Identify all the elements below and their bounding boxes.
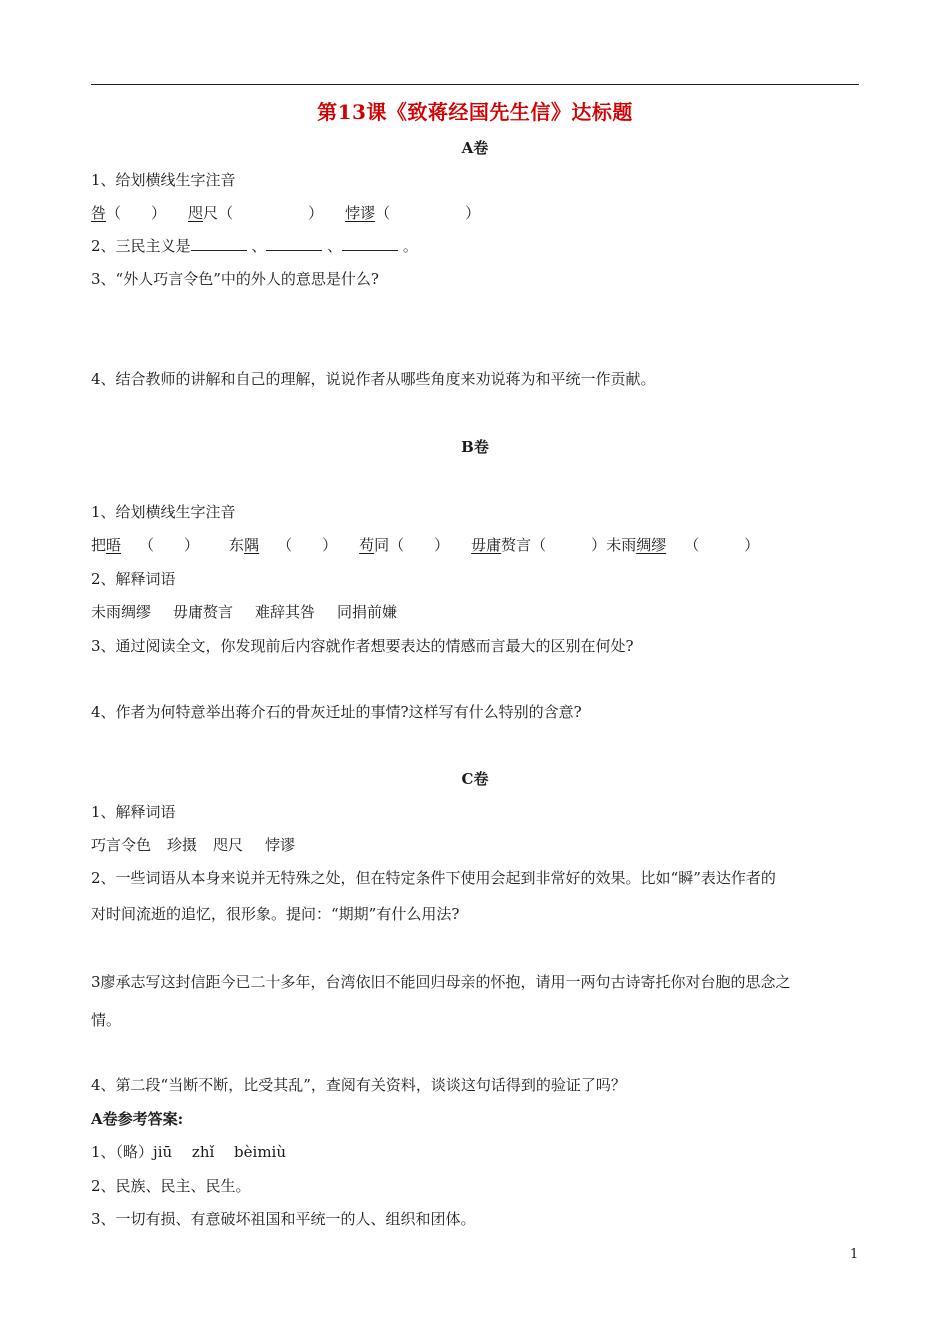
vocab-word: 悖谬 bbox=[265, 836, 296, 854]
vocab-word: 难辞其咎 bbox=[255, 603, 316, 621]
answer-blank[interactable] bbox=[191, 236, 247, 251]
word: 咫 bbox=[188, 204, 204, 222]
word: 同 bbox=[374, 536, 390, 554]
c-question-2-line-2: 对时间流逝的追忆，很形象。提问：“期期”有什么用法? bbox=[91, 905, 460, 923]
b-question-3: 3、通过阅读全文，你发现前后内容就作者想要表达的情感而言最大的区别在何处? bbox=[91, 637, 634, 655]
word: 尺 bbox=[203, 204, 219, 222]
b-question-4: 4、作者为何特意举出蒋介石的骨灰迁址的事情?这样写有什么特别的含意? bbox=[91, 703, 582, 721]
answer-2: 2、民族、民主、民生。 bbox=[91, 1177, 251, 1195]
header-rule bbox=[91, 84, 859, 85]
section-a-heading: A卷 bbox=[461, 139, 489, 157]
word: 毋庸 bbox=[471, 536, 502, 554]
c-question-1-words bbox=[91, 835, 295, 855]
pinyin-blank: （ ） bbox=[277, 536, 338, 554]
word: 把 bbox=[91, 536, 107, 554]
word: 悖谬 bbox=[345, 204, 376, 222]
a-question-4: 4、结合教师的讲解和自己的理解，说说作者从哪些角度来劝说蒋为和平统一作贡献。 bbox=[91, 370, 656, 388]
word: 绸缪 bbox=[636, 536, 667, 554]
pinyin-blank: （ ） bbox=[139, 536, 200, 554]
answer-3: 3、一切有损、有意破坏祖国和平统一的人、组织和团体。 bbox=[91, 1210, 476, 1228]
word: 晤 bbox=[106, 536, 122, 554]
vocab-word: 巧言令色 bbox=[91, 836, 152, 854]
word: 赘言 bbox=[501, 536, 532, 554]
pinyin-blank: （ ） bbox=[106, 204, 167, 222]
word: 隅 bbox=[244, 536, 260, 554]
vocab-word: 未雨绸缪 bbox=[91, 603, 152, 621]
pinyin-blank: （ ） bbox=[684, 536, 760, 554]
period: 。 bbox=[402, 237, 418, 255]
separator: 、 bbox=[327, 237, 343, 255]
section-b-heading: B卷 bbox=[461, 438, 489, 456]
b-question-1-items bbox=[91, 535, 759, 555]
a-question-1-items bbox=[91, 203, 480, 223]
section-c-heading: C卷 bbox=[461, 770, 489, 788]
c-question-2-line-1: 2、一些词语从本身来说并无特殊之处，但在特定条件下使用会起到非常好的效果。比如“瞬”表达作者的 bbox=[91, 869, 776, 887]
vocab-word: 珍摄 bbox=[167, 836, 198, 854]
c-question-4: 4、第二段“当断不断，比受其乱”，查阅有关资料，谈谈这句话得到的验证了吗？ bbox=[91, 1076, 626, 1094]
answer-blank[interactable] bbox=[342, 236, 398, 251]
question-text: 2、三民主义是 bbox=[91, 237, 191, 255]
word: 未雨 bbox=[606, 536, 637, 554]
a-question-1: 1、给划横线生字注音 bbox=[91, 171, 236, 189]
c-question-1: 1、解释词语 bbox=[91, 803, 176, 821]
word: 东 bbox=[229, 536, 245, 554]
c-question-3-line-1: 3廖承志写这封信距今已二十多年，台湾依旧不能回归母亲的怀抱，请用一两句古诗寄托你对台胞的思念之 bbox=[91, 973, 791, 991]
a-question-3: 3、“外人巧言令色”中的外人的意思是什么? bbox=[91, 270, 379, 288]
pinyin-blank: （ ） bbox=[218, 204, 324, 222]
c-question-3-line-2: 情。 bbox=[91, 1011, 122, 1029]
page-number: 1 bbox=[850, 1247, 859, 1262]
b-question-2-words bbox=[91, 602, 397, 622]
vocab-word: 毋庸赘言 bbox=[173, 603, 234, 621]
vocab-word: 咫尺 bbox=[213, 836, 244, 854]
answers-heading: A卷参考答案: bbox=[91, 1110, 184, 1128]
answer-1: 1、（略）jiū zhǐ bèimiù bbox=[91, 1143, 287, 1161]
answer-blank[interactable] bbox=[266, 236, 322, 251]
pinyin-blank: （ ） bbox=[531, 536, 607, 554]
b-question-1: 1、给划横线生字注音 bbox=[91, 503, 236, 521]
vocab-word: 同捐前嫌 bbox=[337, 603, 398, 621]
pinyin-blank: （ ） bbox=[389, 536, 450, 554]
a-question-2 bbox=[91, 236, 418, 256]
page-title: 第13课《致蒋经国先生信》达标题 bbox=[317, 100, 633, 124]
b-question-2: 2、解释词语 bbox=[91, 570, 176, 588]
separator: 、 bbox=[251, 237, 267, 255]
pinyin-blank: （ ） bbox=[375, 204, 481, 222]
word: 咎 bbox=[91, 204, 107, 222]
word: 苟 bbox=[359, 536, 375, 554]
